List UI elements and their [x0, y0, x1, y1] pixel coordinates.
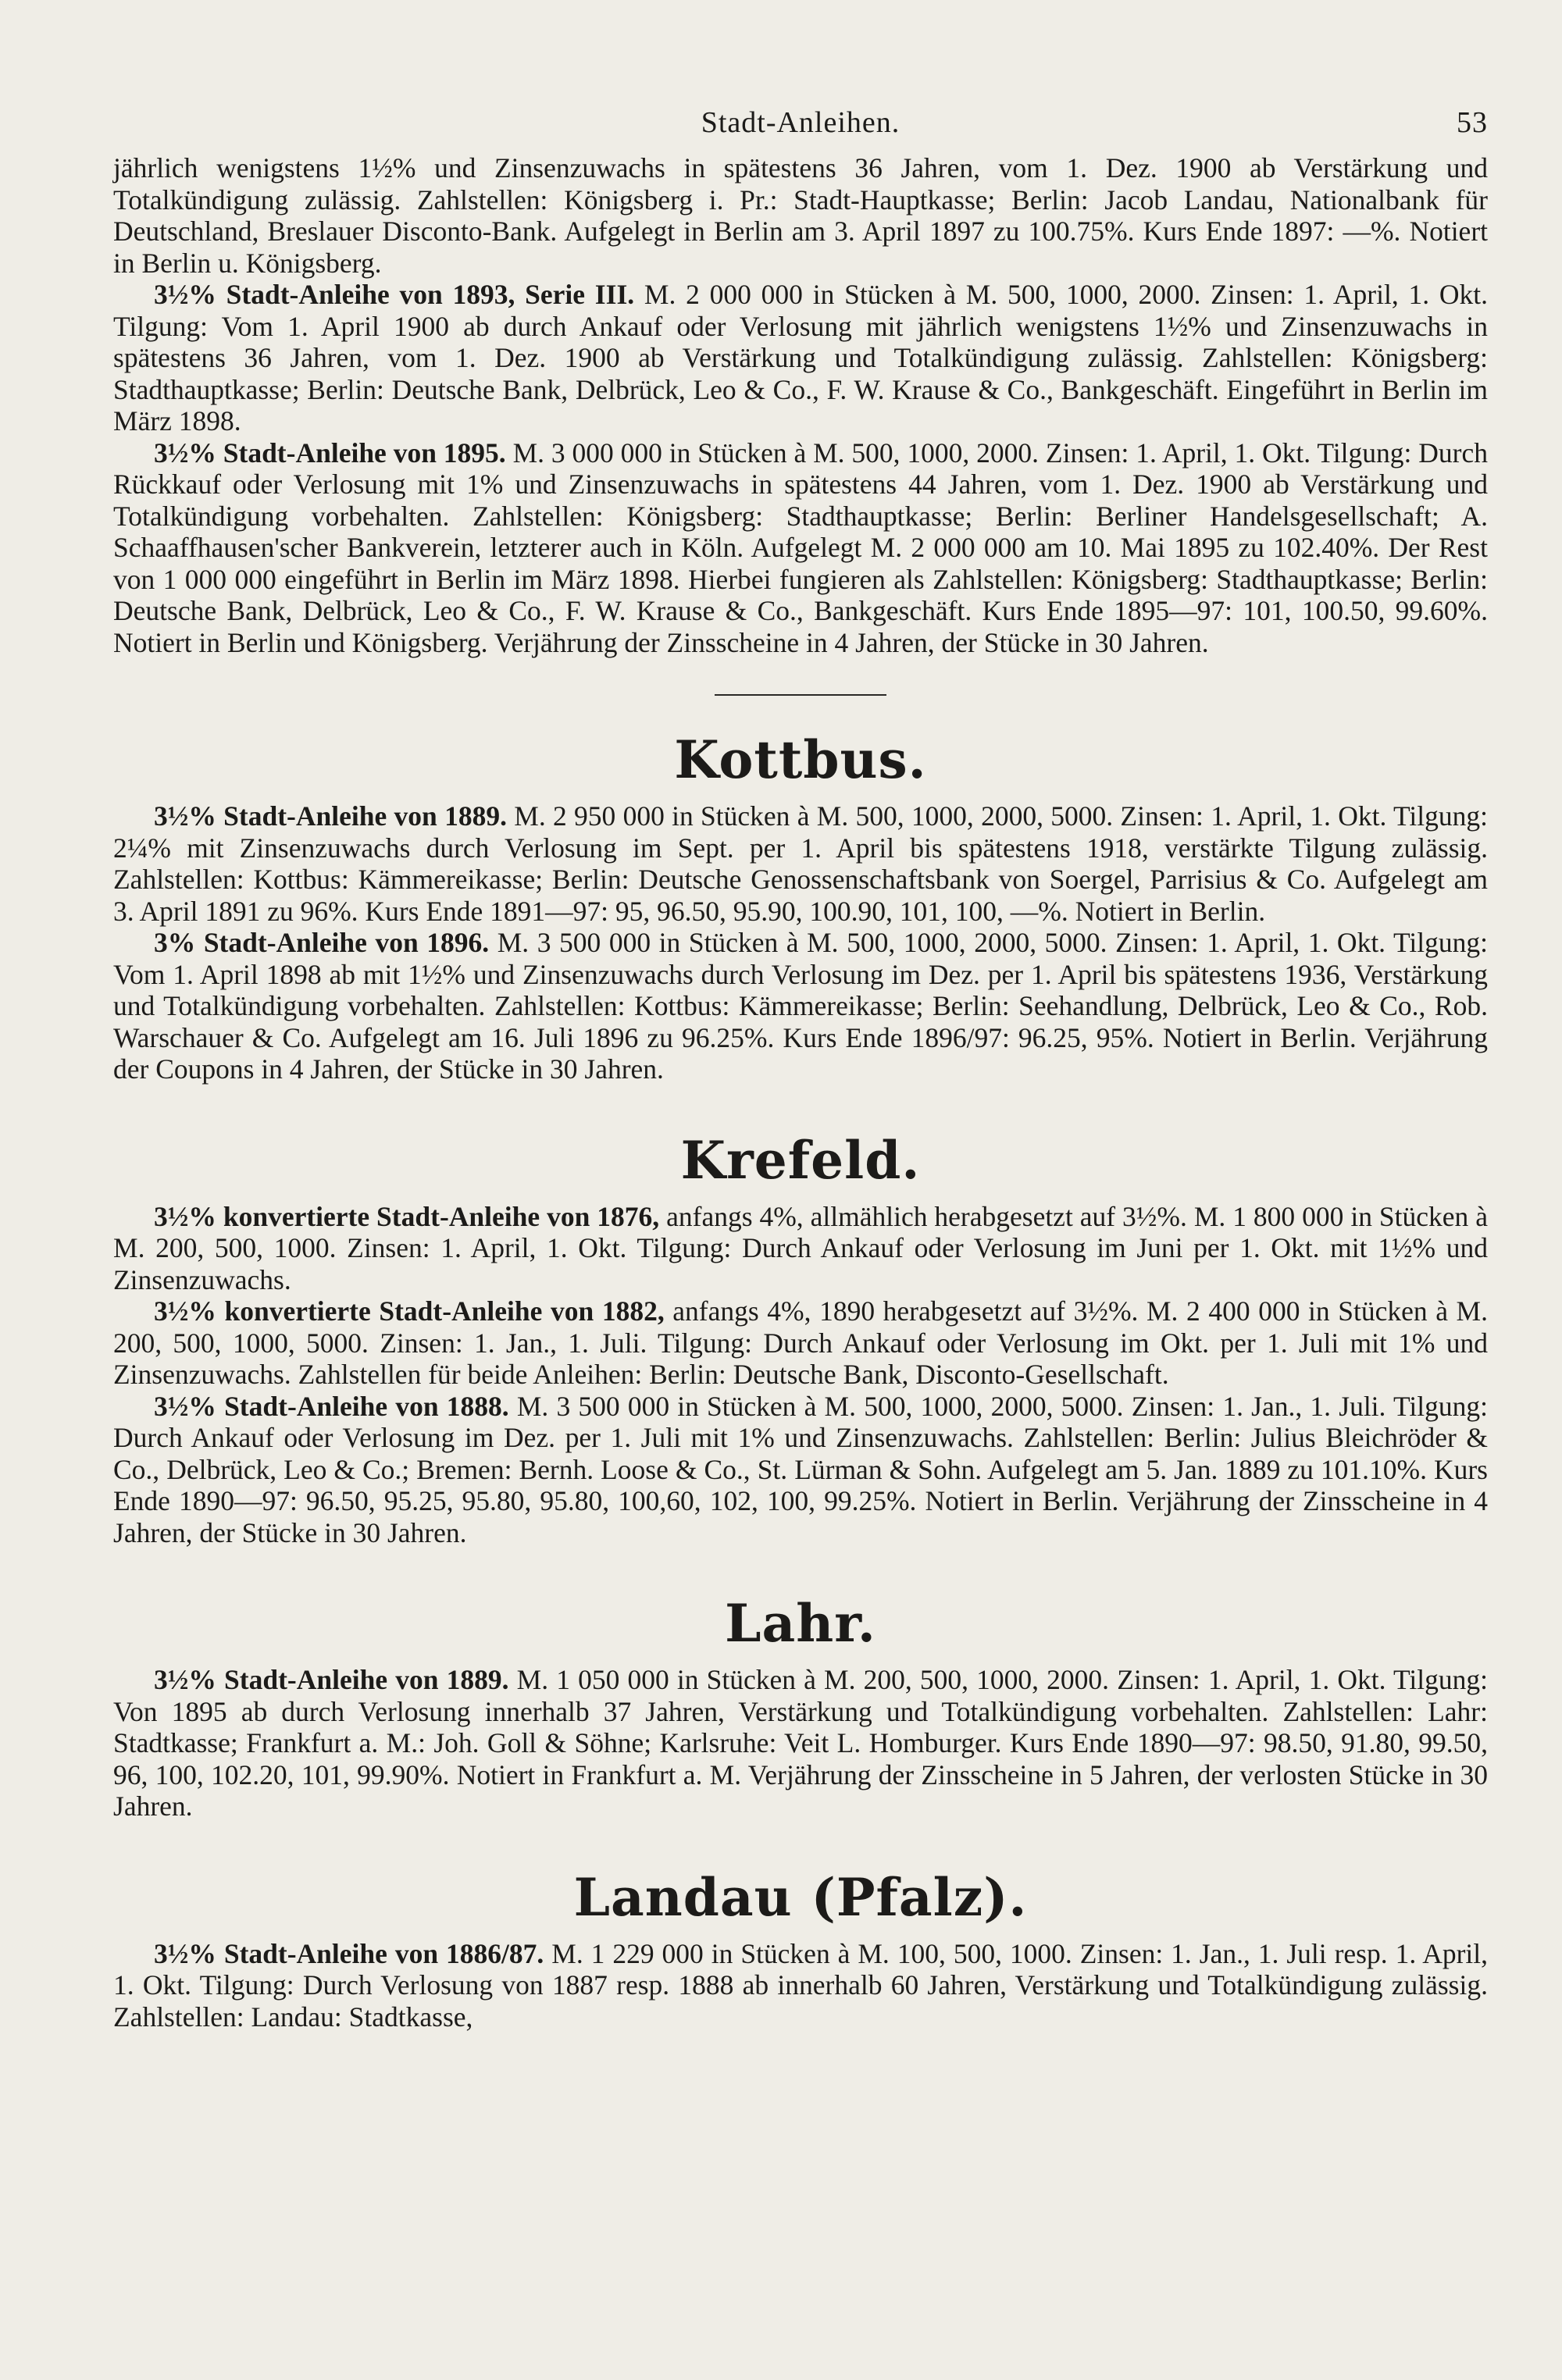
- section-spacer: [113, 1822, 1488, 1868]
- loan-paragraph: [113, 800, 1488, 927]
- loan-details: M. 3 000 000 in Stücken à M. 500, 1000, 2000. Zinsen: 1. April, 1. Okt. Tilgung: Durch Rückkauf oder Verlosung mit 1% und Zinsenzuwachs in spätestens 44 Jahren, vom 1. Dez. 1900 ab Verstärkung und Totalkündigung vorbehalten. Zahlstellen: Königsberg: Stadthauptkasse; Berlin: Berliner Handelsgesellschaft; A. Schaaffhausen'scher Bankverein, letzterer auch in Köln. Aufgelegt M. 2 000 000 am 10. Mai 1895 zu 102.40%. Der Rest von 1 000 000 eingeführt in Berlin im März 1898. Hierbei fungieren als Zahlstellen: Königsberg: Stadthauptkasse; Berlin: Deutsche Bank, Delbrück, Leo & Co., F. W. Krause & Co., Bankgeschäft. Kurs Ende 1895—97: 101, 100.50, 99.60%. Notiert in Berlin und Königsberg. Verjährung der Zinsscheine in 4 Jahren, der Stücke in 30 Jahren.: [113, 436, 1488, 658]
- loan-details: anfangs 4%, 1890 herabgesetzt auf 3½%. M. 2 400 000 in Stücken à M. 200, 500, 1000, 5000. Zinsen: 1. Jan., 1. Juli. Tilgung: Durch Ankauf oder Verlosung im Okt. per 1. Juli mit 1% und Zinsenzuwachs. Zahlstellen für beide Anleihen: Berlin: Deutsche Bank, Disconto-Gesellschaft.: [113, 1295, 1488, 1390]
- city-heading: Landau (Pfalz).: [573, 1866, 1028, 1928]
- loan-title: 3½% Stadt-Anleihe von 1888.: [154, 1390, 509, 1422]
- city-heading: Krefeld.: [680, 1129, 921, 1191]
- loan-paragraph: [113, 279, 1488, 437]
- page-number: 53: [1457, 106, 1488, 139]
- loan-paragraph: [113, 437, 1488, 659]
- loan-paragraph: [113, 1391, 1488, 1549]
- loan-paragraph: [113, 1664, 1488, 1822]
- loan-details: M. 3 500 000 in Stücken à M. 500, 1000, 2000, 5000. Zinsen: 1. Jan., 1. Juli. Tilgung: Durch Ankauf oder Verlosung im Dez. per 1. Juli mit 1% und Zinsenzuwachs. Zahlstellen: Berlin: Julius Bleichröder & Co., Delbrück, Leo & Co.; Bremen: Bernh. Loose & Co., St. Lürman & Sohn. Aufgelegt am 5. Jan. 1889 zu 101.10%. Kurs Ende 1890—97: 96.50, 95.25, 95.80, 95.80, 100,60, 102, 100, 99.25%. Notiert in Berlin. Verjährung der Zinsscheine in 4 Jahren, der Stücke in 30 Jahren.: [113, 1390, 1488, 1548]
- loan-title: 3½% konvertierte Stadt-Anleihe von 1882,: [154, 1295, 665, 1327]
- section-divider: [715, 694, 886, 696]
- city-heading: Kottbus.: [674, 729, 927, 790]
- loan-details: jährlich wenigstens 1½% und Zinsenzuwachs in spätestens 36 Jahren, vom 1. Dez. 1900 ab Verstärkung und Totalkündigung zulässig. Zahlstellen: Königsberg i. Pr.: Stadt-Hauptkasse; Berlin: Jacob Landau, Nationalbank für Deutschland, Breslauer Disconto-Bank. Aufgelegt in Berlin am 3. April 1897 zu 100.75%. Kurs Ende 1897: —%. Notiert in Berlin u. Königsberg.: [113, 152, 1488, 279]
- loan-title: 3½% Stadt-Anleihe von 1889.: [154, 1664, 509, 1695]
- loan-paragraph: [113, 1201, 1488, 1296]
- loan-title: 3% Stadt-Anleihe von 1896.: [154, 927, 490, 958]
- running-head-title: Stadt-Anleihen.: [701, 106, 900, 139]
- loan-details: M. 2 000 000 in Stücken à M. 500, 1000, 2000. Zinsen: 1. April, 1. Okt. Tilgung: Vom 1. April 1900 ab durch Ankauf oder Verlosung mit jährlich wenigstens 1½% und Zinsenzuwachs in spätestens 36 Jahren, vom 1. Dez. 1900 ab Verstärkung und Totalkündigung zulässig. Zahlstellen: Königsberg: Stadthauptkasse; Berlin: Deutsche Bank, Delbrück, Leo & Co., F. W. Krause & Co., Bankgeschäft. Eingeführt in Berlin im März 1898.: [113, 279, 1488, 436]
- loan-title: 3½% konvertierte Stadt-Anleihe von 1876,: [154, 1200, 660, 1232]
- loan-title: 3½% Stadt-Anleihe von 1895.: [154, 436, 506, 469]
- loan-details: M. 1 050 000 in Stücken à M. 200, 500, 1000, 2000. Zinsen: 1. April, 1. Okt. Tilgung: Von 1895 ab durch Verlosung innerhalb 37 Jahren, Verstärkung und Totalkündigung vorbehalten. Zahlstellen: Lahr: Stadtkasse; Frankfurt a. M.: Joh. Goll & Söhne; Karlsruhe: Veit L. Homburger. Kurs Ende 1890—97: 98.50, 91.80, 99.50, 96, 100, 102.20, 101, 99.90%. Notiert in Frankfurt a. M. Verjährung der Zinsscheine in 5 Jahren, der verlosten Stücke in 30 Jahren.: [113, 1664, 1488, 1822]
- section-spacer: [113, 1085, 1488, 1131]
- loan-paragraph: [113, 152, 1488, 279]
- loan-title: 3½% Stadt-Anleihe von 1889.: [154, 800, 507, 832]
- loan-details: M. 3 500 000 in Stücken à M. 500, 1000, 2000, 5000. Zinsen: 1. April, 1. Okt. Tilgung: Vom 1. April 1898 ab mit 1½% und Zinsenzuwachs durch Verlosung im Dez. per 1. April bis spätestens 1936, Verstärkung und Totalkündigung vorbehalten. Zahlstellen: Kottbus: Kämmereikasse; Berlin: Seehandlung, Delbrück, Leo & Co., Rob. Warschauer & Co. Aufgelegt am 16. Juli 1896 zu 96.25%. Kurs Ende 1896/97: 96.25, 95%. Notiert in Berlin. Verjährung der Coupons in 4 Jahren, der Stücke in 30 Jahren.: [113, 927, 1489, 1085]
- loan-title: 3½% Stadt-Anleihe von 1893, Serie III.: [154, 279, 635, 310]
- loan-details: M. 2 950 000 in Stücken à M. 500, 1000, 2000, 5000. Zinsen: 1. April, 1. Okt. Tilgung: 2¼% mit Zinsenzuwachs durch Verlosung im Sept. per 1. April bis spätestens 1918, verstärkte Tilgung zulässig. Zahlstellen: Kottbus: Kämmereikasse; Berlin: Deutsche Genossenschaftsbank von Soergel, Parrisius & Co. Aufgelegt am 3. April 1891 zu 96%. Kurs Ende 1891—97: 95, 96.50, 95.90, 100.90, 101, 100, —%. Notiert in Berlin.: [113, 800, 1488, 927]
- loan-details: M. 1 229 000 in Stücken à M. 100, 500, 1000. Zinsen: 1. Jan., 1. Juli resp. 1. April, 1. Okt. Tilgung: Durch Verlosung von 1887 resp. 1888 ab innerhalb 60 Jahren, Verstärkung und Totalkündigung zulässig. Zahlstellen: Landau: Stadtkasse,: [113, 1937, 1489, 2033]
- loan-details: anfangs 4%, allmählich herabgesetzt auf 3½%. M. 1 800 000 in Stücken à M. 200, 500, 1000. Zinsen: 1. April, 1. Okt. Tilgung: Durch Ankauf oder Verlosung im Juni per 1. Okt. mit 1½% und Zinsenzuwachs.: [113, 1200, 1488, 1295]
- loan-paragraph: [113, 1938, 1488, 2033]
- loan-title: 3½% Stadt-Anleihe von 1886/87.: [154, 1937, 544, 1969]
- page-content: [113, 152, 1488, 2033]
- loan-paragraph: [113, 927, 1488, 1085]
- city-heading: Lahr.: [725, 1593, 876, 1654]
- loan-paragraph: [113, 1295, 1488, 1391]
- document-page: [113, 105, 1488, 2033]
- running-head: [113, 105, 1488, 152]
- section-spacer: [113, 1548, 1488, 1594]
